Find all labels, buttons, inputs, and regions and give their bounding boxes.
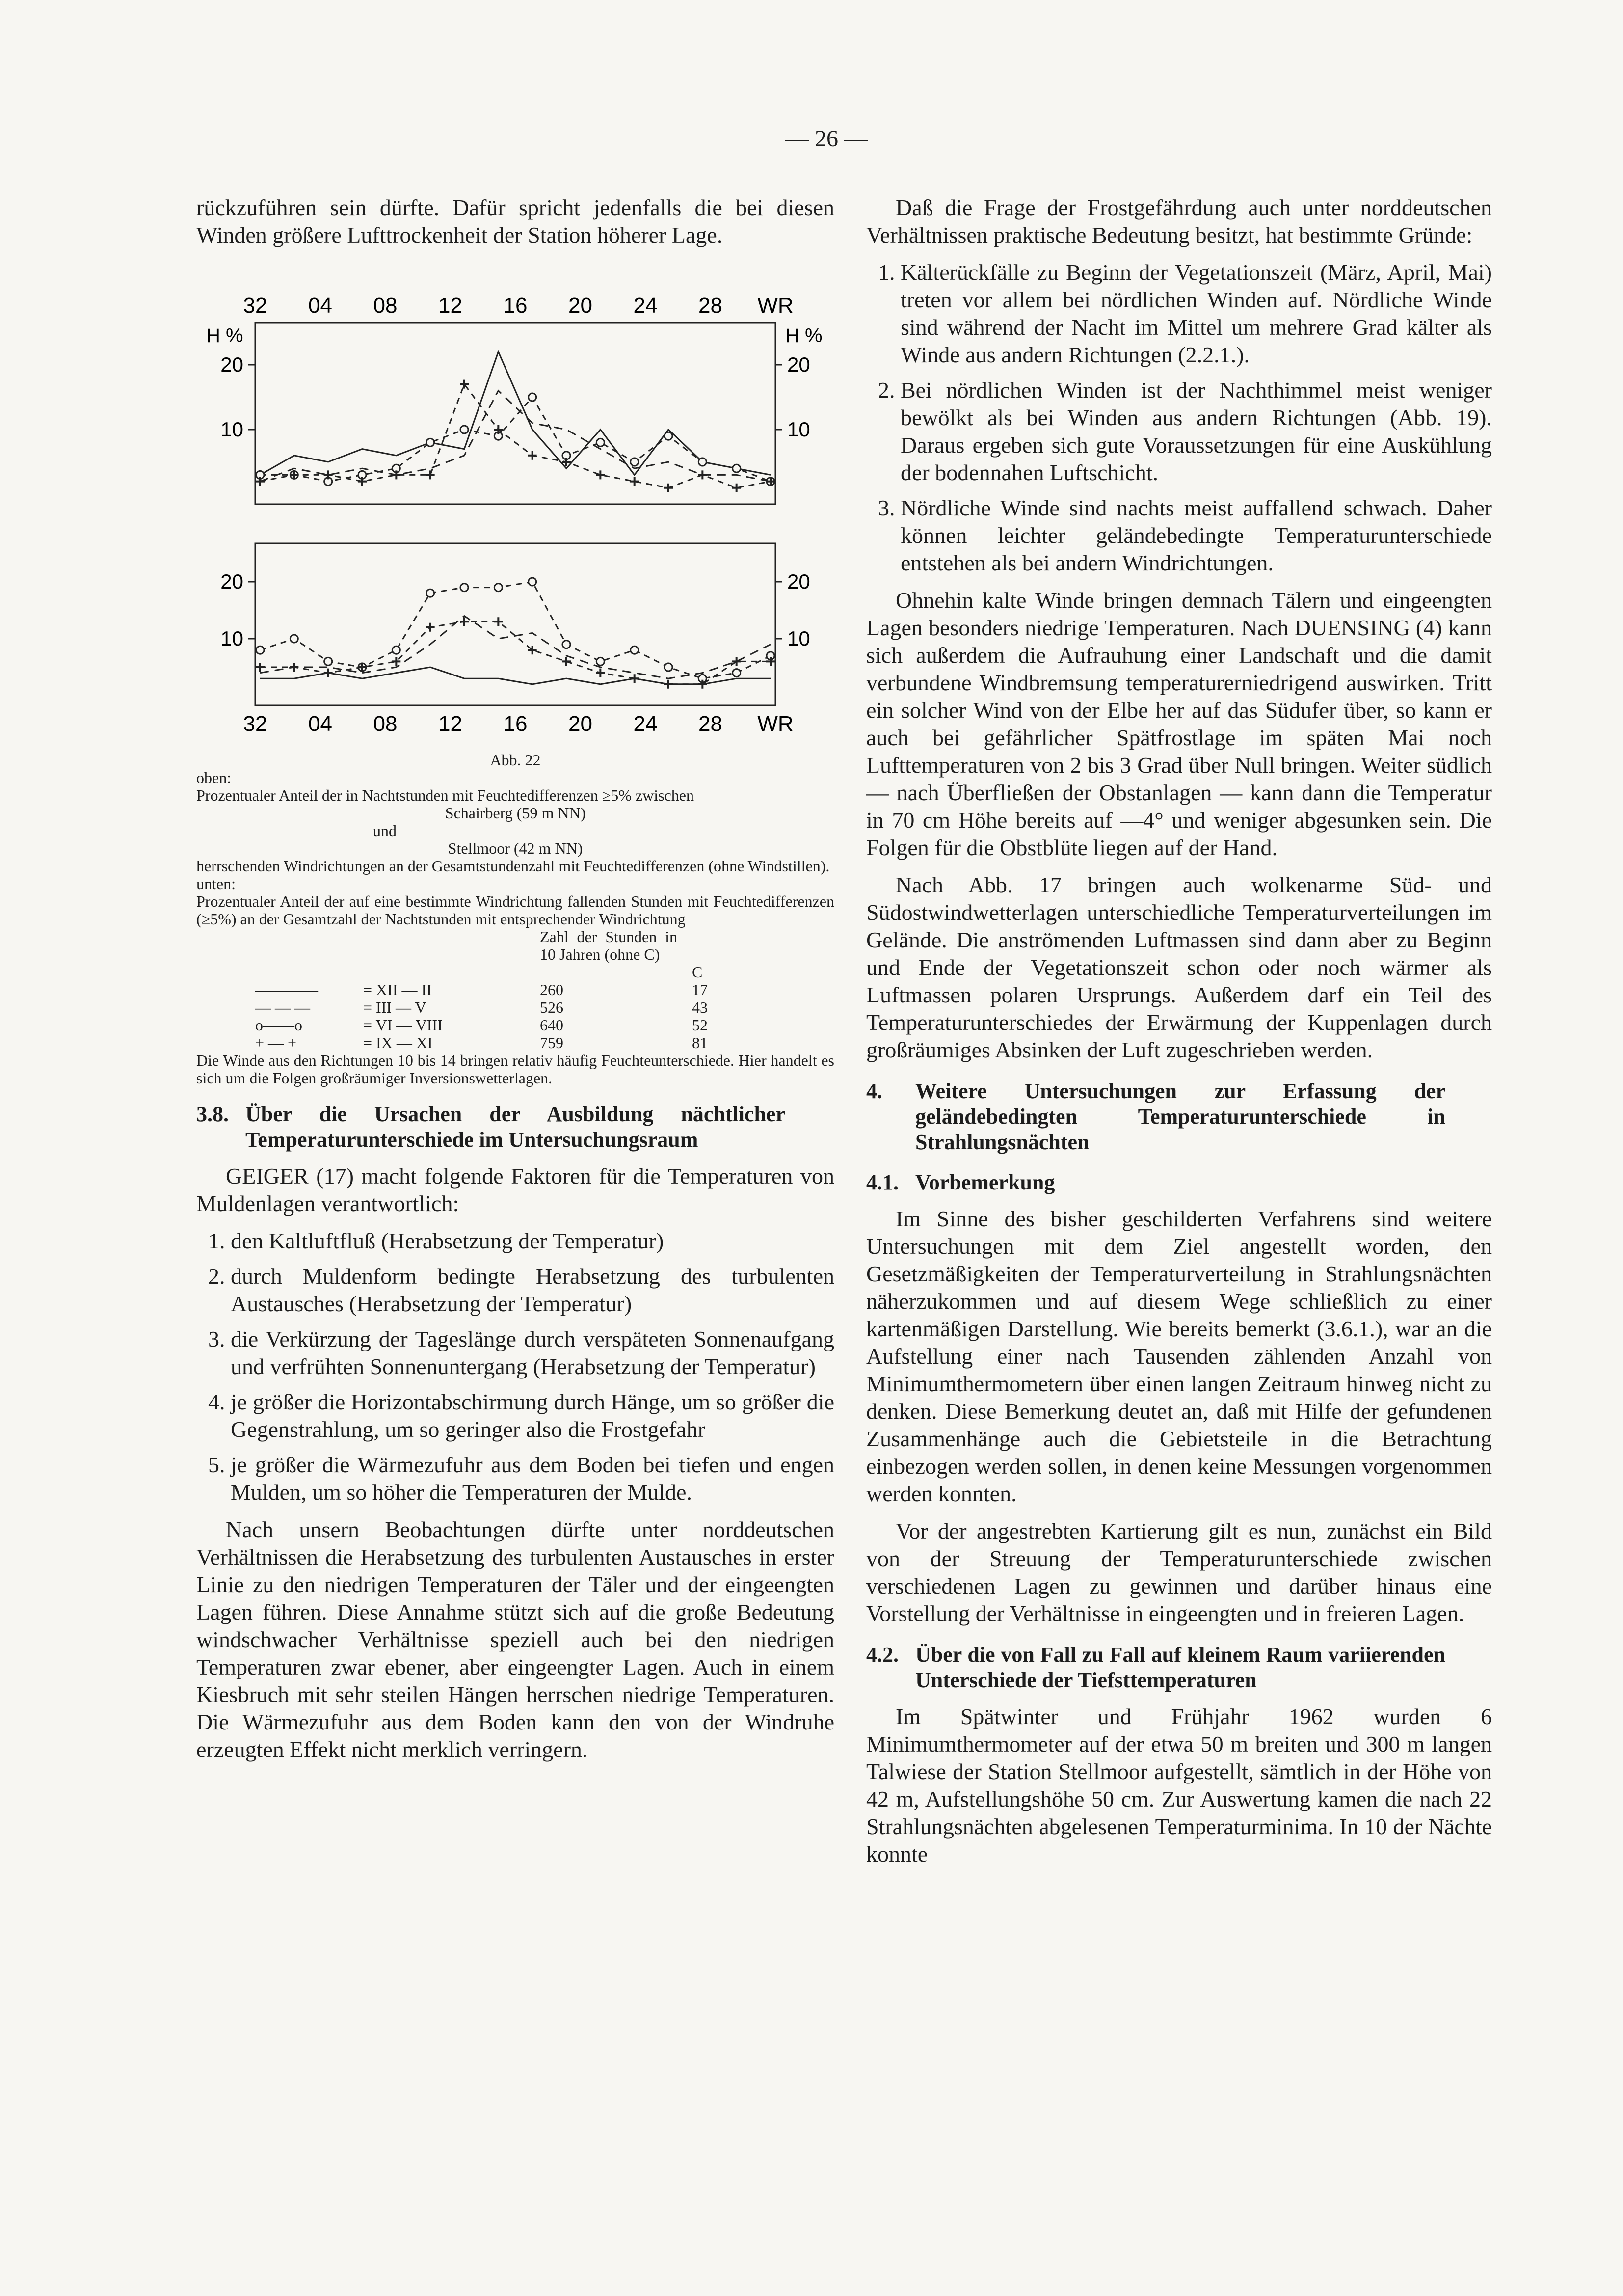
right-column [866, 194, 1492, 1878]
y-tick-label: 20 [220, 353, 243, 376]
paragraph-vorbemerkung: Im Sinne des bisher geschilderten Verfahrens sind weitere Untersuchungen mit dem Ziel angestellt worden, den Gesetzmäßigkeiten der Temperaturverteilung in Strahlungsnächten näherzukommen und auf diesem Wege schließlich zu einer kartenmäßigen Darstellung. Wie bereits bemerkt (3.6.1.), war an die Aufstellung einer nach Tausenden zählenden Anzahl von Minimumthermometern über einen langen Zeitraum hinweg nicht zu denken. Diese Bemerkung deutet an, daß mit Hilfe der gefundenen Zusammenhänge auch die Gebietsteile in die Betrachtung einbezogen werden sollen, in denen keine Messungen vorgenommen werden konnten. [866, 1206, 1492, 1506]
data-point [290, 663, 298, 672]
abb-22-chart [196, 264, 834, 745]
data-point [426, 623, 435, 632]
x-tick-label: 12 [438, 712, 462, 736]
legend-hours: 759 [540, 1034, 563, 1052]
data-point [664, 484, 673, 492]
right-intro: Daß die Frage der Frostgefährdung auch unter norddeutschen Verhältnissen praktische Bedeutung besitzt, hat bestimmte Gründe: [866, 195, 1492, 247]
data-point [392, 646, 400, 654]
x-tick-label: 04 [308, 294, 332, 318]
x-tick-label: 08 [373, 712, 398, 736]
data-point [630, 674, 639, 683]
section-title: Über die von Fall zu Fall auf kleinem Raum variierenden Unterschiede der Tiefsttemperaturen [915, 1643, 1445, 1692]
data-point [631, 458, 639, 466]
data-point [290, 635, 298, 643]
legend-c: 17 [692, 981, 708, 999]
data-point [733, 464, 741, 472]
left-intro: rückzuführen sein dürfte. Dafür spricht jedenfalls die bei diesen Winden größere Lufttrockenheit der Station höherer Lage. [196, 195, 834, 247]
series-line-circle [260, 582, 771, 678]
y-tick-label: 10 [787, 418, 810, 441]
list-item: 2. Bei nördlichen Winden ist der Nachthimmel meist weniger bewölkt als bei Winden aus andern Richtungen (Abb. 19). Daraus ergeben sich gute Voraussetzungen für eine Auskühlung der bodennahen Luftschicht. [901, 377, 1492, 486]
paragraph-abb-17: Nach Abb. 17 bringen auch wolkenarme Süd- und Südostwindwetterlagen unterschiedliche Temperaturverteilungen im Gelände. Die anströmenden Luftmassen sind dann aber zu Beginn und Ende der Vegetationszeit schon oder noch wärmer als Luftmassen polaren Ursprungs. Außerdem darf ein Teil des Temperaturunterschiedes der Erwärmung der Kuppenlagen durch großräumiges Absinken der Luft zugeschrieben werden. [866, 872, 1492, 1062]
data-point [698, 470, 707, 479]
y-tick-label: 10 [220, 627, 243, 650]
legend-row [196, 1016, 834, 1034]
list-item: 3. Nördliche Winde sind nachts meist auffallend schwach. Daher können leichter geländebedingte Temperaturunterschiede entstehen als bei andern Windrichtungen. [901, 494, 1492, 577]
data-point [494, 617, 503, 626]
und-label: und [373, 822, 397, 839]
legend-c: 81 [692, 1034, 708, 1052]
data-point [732, 484, 741, 492]
section-title: Weitere Untersuchungen zur Erfassung der geländebedingten Temperaturunterschiede in Strahlungsnächten [915, 1079, 1445, 1154]
legend-row [196, 1034, 834, 1052]
section-number: 3.8. [196, 1102, 229, 1126]
paragraph-duensing: Ohnehin kalte Winde bringen demnach Tälern und eingeengten Lagen besonders niedrige Temperaturen. Nach DUENSING (4) kann sich außerdem die Aufrauhung einer Landschaft und die damit verbundene Windbremsung temperaturerniedrigend auswirken. Tritt ein solcher Wind von der Elbe her auf das Südufer über, so kann er auch bei gefährlicher Spätfrostlage im späten Mai noch Lufttemperaturen von 2 bis 3 Grad über Null bringen. Weiter südlich — nach Überfließen der Obstanlagen — kann dann die Temperatur in 70 cm Höhe bereits auf —4° und weniger abgesunken sein. Die Folgen für die Obstblüte liegen auf der Hand. [866, 588, 1492, 860]
data-point [528, 451, 537, 460]
series-line-circle [260, 397, 771, 482]
x-tick-label: 24 [633, 712, 658, 736]
x-tick-label: 28 [698, 294, 722, 318]
section-title: Vorbemerkung [915, 1170, 1055, 1194]
legend-row [196, 999, 834, 1016]
factor-list [196, 1227, 834, 1506]
x-tick-label: 04 [308, 712, 332, 736]
closing-paragraph: Nach unsern Beobachtungen dürfte unter norddeutschen Verhältnissen die Herabsetzung des turbulenten Austausches in erster Linie zu den niedrigen Temperaturen der Täler und der eingeengten Lagen führen. Diese Annahme stützt sich auf die große Bedeutung windschwacher Verhältnisse speziell auch bei den niedrigen Temperaturen zwar ebener, aber eingeengter Lagen. Auch in einem Kiesbruch mit sehr steilen Hängen herrschen niedrige Temperaturen. Die Wärmezufuhr aus dem Boden kann den von der Windruhe erzeugten Effekt nicht merklich verringern. [196, 1517, 834, 1762]
figure-abb-22 [196, 264, 834, 1087]
data-point [698, 458, 706, 466]
station-1: Schairberg (59 m NN) [445, 804, 586, 822]
x-tick-label: 32 [243, 712, 267, 736]
x-tick-label: 16 [503, 294, 528, 318]
y-tick-label: 20 [787, 570, 810, 593]
legend-months: = IX — XI [363, 1034, 433, 1052]
data-point [426, 438, 434, 446]
page-number: — 26 — [785, 126, 868, 152]
y-tick-label: 10 [787, 627, 810, 650]
section-4-heading [866, 1079, 1492, 1155]
paragraph-spaetwinter: Im Spätwinter und Frühjahr 1962 wurden 6 Minimumthermometer auf der etwa 50 m breiten und 300 m langen Talwiese der Station Stellmoor aufgestellt, sämtlich in der Höhe von 42 m, Aufstellungshöhe 50 cm. Zur Auswertung kamen die nach 22 Strahlungsnächten abgelesenen Temperaturminima. In 10 der Nächte konnte [866, 1704, 1492, 1866]
chart-top-panel [206, 294, 823, 504]
figure-caption [196, 751, 834, 1087]
section-number: 4. [866, 1079, 882, 1103]
list-item: 4. je größer die Horizontabschirmung durch Hänge, um so größer die Gegenstrahlung, um so geringer also die Frostgefahr [231, 1388, 834, 1443]
legend-c: 52 [692, 1016, 708, 1034]
data-point [426, 589, 434, 597]
x-tick-label: 20 [568, 294, 592, 318]
section-4-1-heading [866, 1170, 1492, 1195]
data-point [596, 470, 605, 479]
unten-text: Prozentualer Anteil der auf eine bestimmte Windrichtung fallenden Stunden mit Feuchtedifferenzen (≥5%) an der Gesamtzahl der Nachtstunden mit entsprechender Windrichtung [196, 892, 834, 928]
data-point [324, 657, 332, 665]
reason-list [866, 259, 1492, 577]
data-point [562, 657, 571, 666]
y-axis-label-left: H % [206, 325, 243, 347]
legend-symbol: + — + [255, 1034, 297, 1052]
list-item: 2. durch Muldenform bedingte Herabsetzung des turbulenten Austausches (Herabsetzung der Temperatur) [231, 1263, 834, 1318]
data-point [529, 578, 536, 586]
data-point [665, 432, 672, 440]
series-line-dash [260, 616, 771, 679]
data-point [460, 584, 468, 592]
data-point [256, 646, 264, 654]
legend-symbol: — — — [255, 999, 310, 1016]
list-item: 1. Kälterückfälle zu Beginn der Vegetationszeit (März, April, Mai) treten vor allem bei nördlichen Winden auf. Nördliche Winde sind während der Nacht im Mittel um mehrere Grad kälter als Winde aus andern Richtungen (2.2.1.). [901, 259, 1492, 369]
data-point [733, 669, 741, 677]
x-tick-label: WR [757, 294, 794, 318]
legend-months: = VI — VIII [363, 1016, 443, 1034]
y-tick-label: 20 [220, 570, 243, 593]
legend-hours: 526 [540, 999, 563, 1016]
legend-row [196, 981, 834, 999]
x-tick-label: 24 [633, 294, 658, 318]
left-column [196, 194, 834, 1773]
data-point [665, 663, 672, 671]
series-line-solid [260, 352, 771, 475]
data-point [631, 646, 639, 654]
oben-label: oben: [196, 769, 232, 786]
list-item: 3. die Verkürzung der Tageslänge durch verspäteten Sonnenaufgang und verfrühten Sonnenuntergang (Herabsetzung der Temperatur) [231, 1325, 834, 1380]
abb-label: Abb. 22 [490, 751, 541, 769]
data-point [460, 426, 468, 433]
legend-c: 43 [692, 999, 708, 1016]
legend-months: = III — V [363, 999, 426, 1016]
y-tick-label: 20 [787, 353, 810, 376]
section-number: 4.1. [866, 1170, 899, 1194]
list-item: 1. den Kaltluftfluß (Herabsetzung der Temperatur) [231, 1227, 834, 1255]
geiger-paragraph: GEIGER (17) macht folgende Faktoren für die Temperaturen von Muldenlagen verantwortlich: [196, 1163, 834, 1216]
x-tick-label: 08 [373, 294, 398, 318]
c-header: C [692, 963, 703, 981]
data-point [630, 477, 639, 486]
section-number: 4.2. [866, 1643, 899, 1667]
legend-hours: 640 [540, 1016, 563, 1034]
legend-symbol: o——o [255, 1016, 302, 1034]
data-point [529, 393, 536, 401]
paragraph-kartierung: Vor der angestrebten Kartierung gilt es nun, zunächst ein Bild von der Streuung der Temperaturunterschiede zwischen verschiedenen Lagen zu gewinnen und darüber hinaus eine Vorstellung der Verhältnisse in eingeengten und in freieren Lagen. [866, 1518, 1492, 1626]
data-point [732, 657, 741, 666]
legend-months: = XII — II [363, 981, 432, 999]
section-title: Über die Ursachen der Ausbildung nächtlicher Temperaturunterschiede im Untersuchungsraum [245, 1102, 785, 1152]
legend-hours: 260 [540, 981, 563, 999]
chart-frame [255, 323, 775, 504]
list-item: 5. je größer die Wärmezufuhr aus dem Boden bei tiefen und engen Mulden, um so höher die Temperaturen der Mulde. [231, 1451, 834, 1506]
y-tick-label: 10 [220, 418, 243, 441]
station-2: Stellmoor (42 m NN) [448, 839, 583, 857]
x-tick-label: 28 [698, 712, 722, 736]
legend-symbol: ———— [255, 981, 318, 999]
zahl-header: Zahl der Stunden in 10 Jahren (ohne C) [540, 928, 677, 963]
data-point [596, 669, 605, 677]
data-point [596, 657, 604, 665]
x-tick-label: WR [757, 712, 794, 736]
data-point [256, 663, 265, 672]
x-tick-label: 16 [503, 712, 528, 736]
data-point [324, 669, 333, 677]
section-3-8-heading [196, 1102, 834, 1153]
data-point [494, 584, 502, 592]
oben-text-2: herrschenden Windrichtungen an der Gesamtstundenzahl mit Feuchtedifferenzen (ohne Windstillen). [196, 857, 830, 875]
series-line-solid [260, 667, 771, 684]
x-tick-label: 20 [568, 712, 592, 736]
data-point [562, 641, 570, 648]
x-tick-label: 12 [438, 294, 462, 318]
data-point [596, 438, 604, 446]
series-line-dash [260, 391, 771, 482]
section-4-2-heading [866, 1642, 1492, 1693]
y-axis-label-right: H % [785, 325, 823, 347]
chart-bottom-panel [220, 543, 810, 736]
data-point [664, 680, 673, 689]
unten-label: unten: [196, 875, 236, 892]
data-point [426, 470, 435, 479]
x-tick-label: 32 [243, 294, 267, 318]
oben-text-1: Prozentualer Anteil der in Nachtstunden mit Feuchtedifferenzen ≥5% zwischen [196, 786, 694, 804]
figure-note: Die Winde aus den Richtungen 10 bis 14 bringen relativ häufig Feuchteunterschiede. Hier handelt es sich um die Folgen großräumiger Inversionswetterlagen. [196, 1052, 834, 1087]
